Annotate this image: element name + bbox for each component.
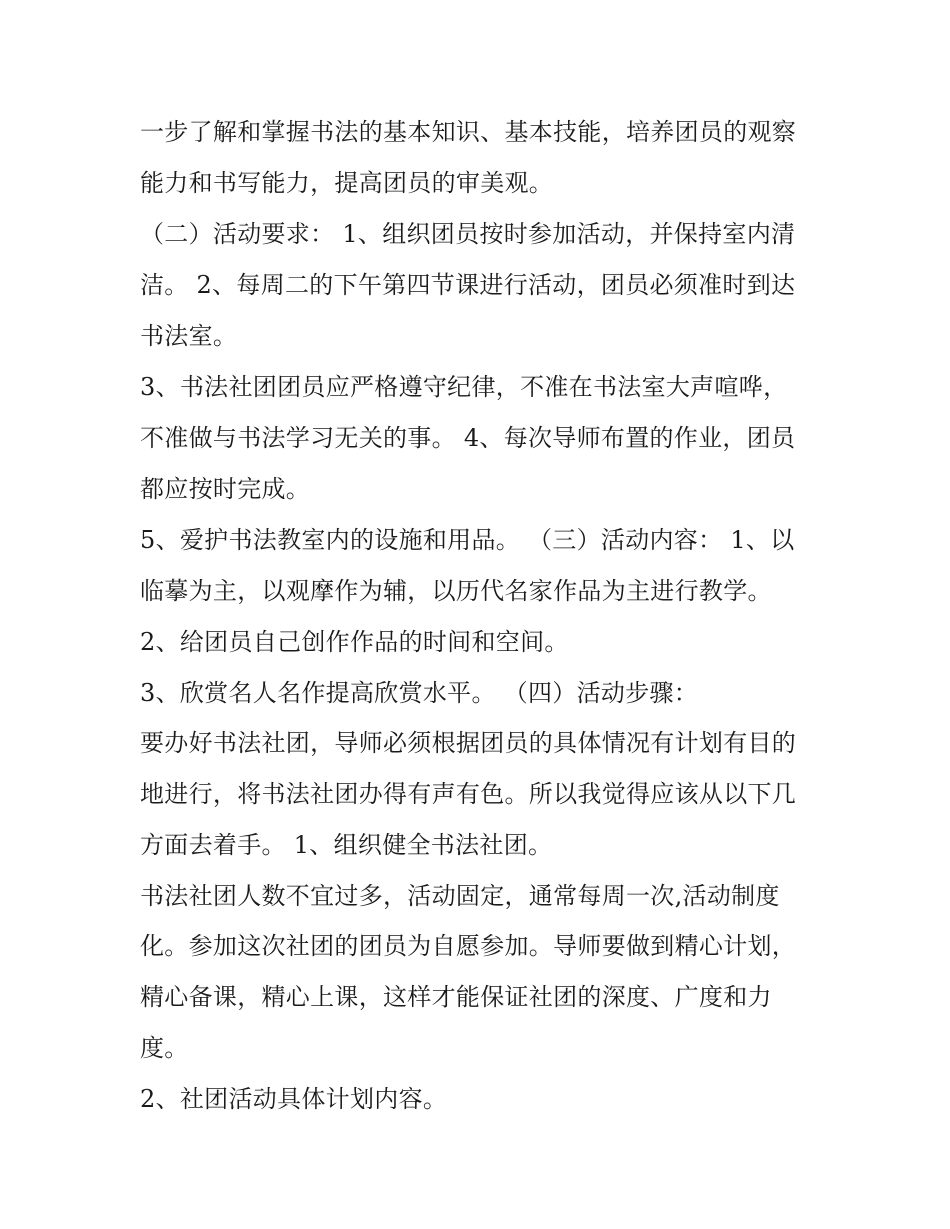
- document-body: [140, 107, 830, 1125]
- text-line: （二）活动要求： 1、组织团员按时参加活动，并保持室内清: [140, 220, 796, 248]
- text-line: 3、书法社团团员应严格遵守纪律，不准在书法室大声喧哗，: [140, 373, 788, 401]
- text-line: 度。: [140, 1034, 189, 1062]
- text-line: 一步了解和掌握书法的基本知识、基本技能，培养团员的观察: [140, 118, 797, 146]
- text-line: 书法室。: [140, 322, 238, 350]
- text-line: 地进行，将书法社团办得有声有色。所以我觉得应该从以下几: [140, 780, 797, 808]
- text-line: 都应按时完成。: [140, 475, 311, 503]
- text-line: 书法社团人数不宜过多，活动固定，通常每周一次,活动制度: [140, 882, 780, 910]
- text-line: 临摹为主，以观摩作为辅，以历代名家作品为主进行教学。: [140, 577, 772, 605]
- text-line: 2、给团员自己创作作品的时间和空间。: [140, 628, 569, 656]
- text-line: 精心备课，精心上课，这样才能保证社团的深度、广度和力: [140, 983, 772, 1011]
- text-line: 3、欣赏名人名作提高欣赏水平。 （四）活动步骤：: [140, 679, 699, 707]
- text-line: 要办好书法社团，导师必须根据团员的具体情况有计划有目的: [140, 729, 797, 757]
- text-line: 洁。 2、每周二的下午第四节课进行活动，团员必须准时到达: [140, 271, 796, 299]
- text-line: 化。参加这次社团的团员为自愿参加。导师要做到精心计划，: [140, 932, 797, 960]
- text-line: 5、爱护书法教室内的设施和用品。 （三）活动内容： 1、以: [140, 526, 795, 554]
- text-line: 能力和书写能力，提高团员的审美观。: [140, 169, 554, 197]
- text-line: 2、社团活动具体计划内容。: [140, 1085, 448, 1113]
- text-line: 不准做与书法学习无关的事。 4、每次导师布置的作业，团员: [140, 424, 796, 452]
- text-line: 方面去着手。 1、组织健全书法社团。: [140, 831, 553, 859]
